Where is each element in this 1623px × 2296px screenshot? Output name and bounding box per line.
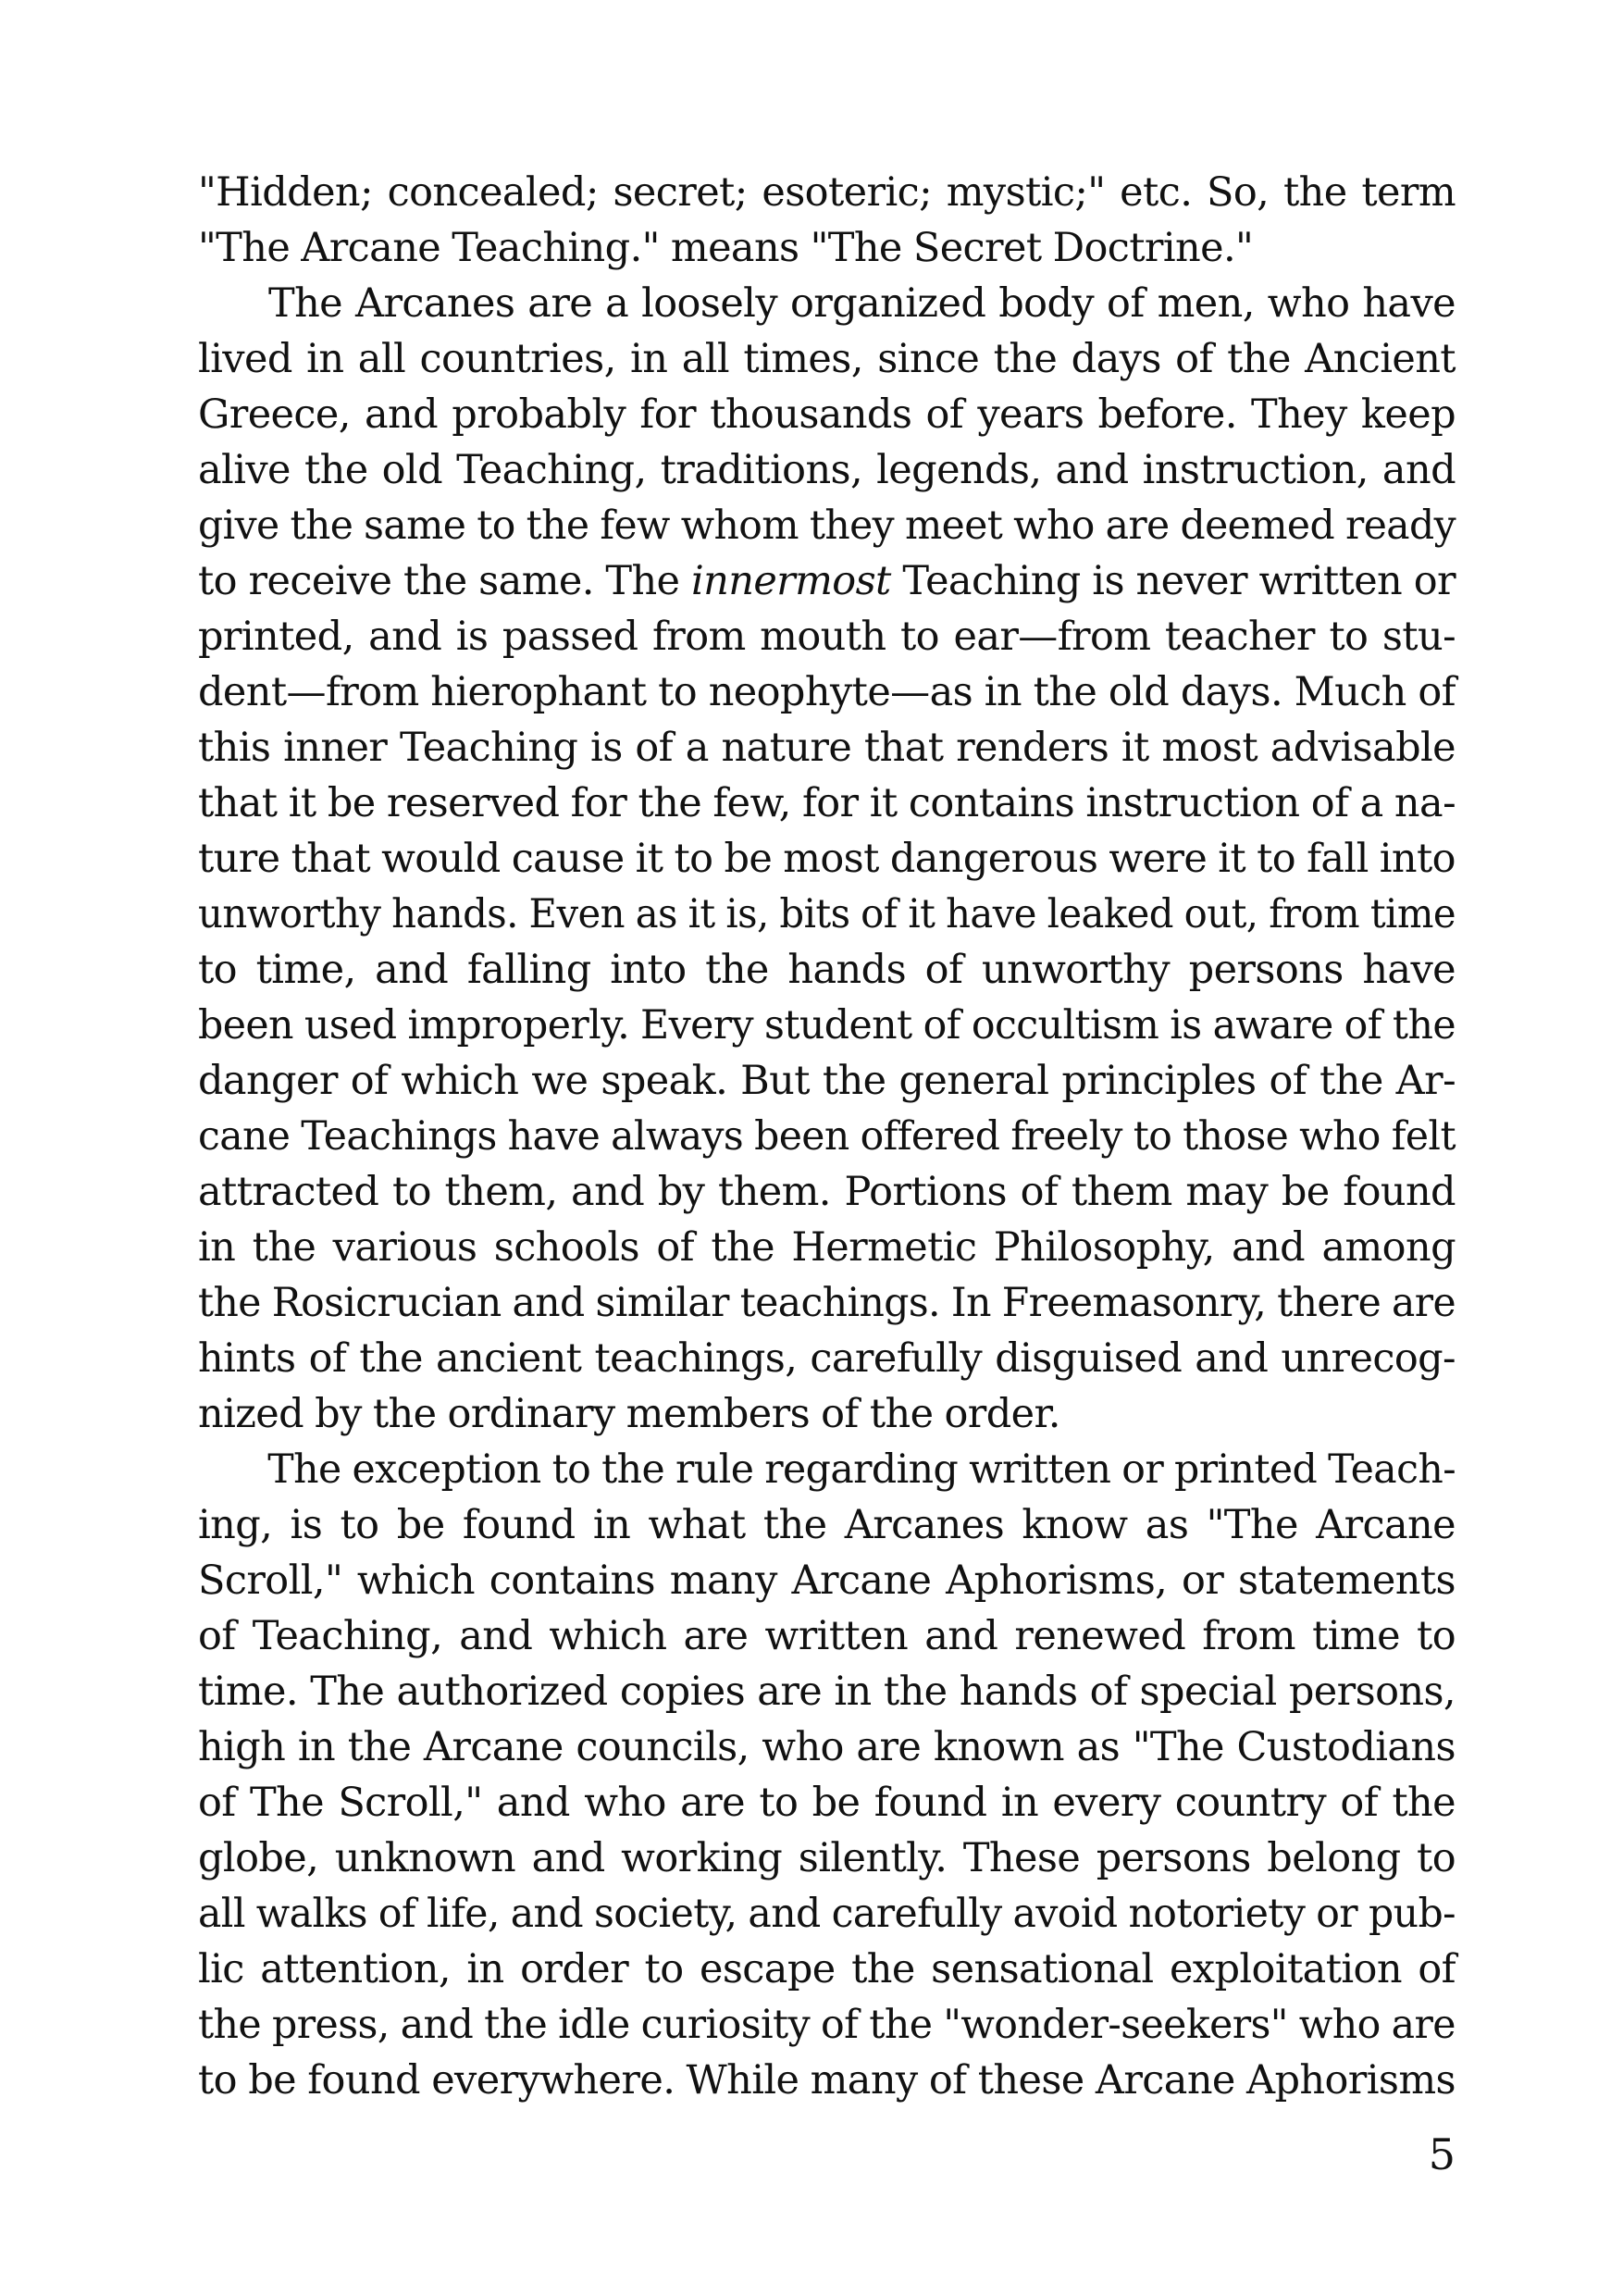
- text-line: all walks of life, and society, and carefully avoid notoriety or pub-: [198, 1891, 1456, 1937]
- text-line: globe, unknown and working silently. These persons belong to: [198, 1835, 1456, 1881]
- text-line: this inner Teaching is of a nature that renders it most advisable: [198, 725, 1456, 771]
- text-line: been used improperly. Every student of occultism is aware of the: [198, 1002, 1456, 1049]
- text-line: unworthy hands. Even as it is, bits of it have leaked out, from time: [198, 891, 1456, 937]
- body-text: [198, 165, 1456, 2108]
- text-line: that it be reserved for the few, for it contains instruction of a na-: [198, 780, 1456, 826]
- text-line: time. The authorized copies are in the hands of special persons,: [198, 1669, 1456, 1715]
- emphasis-innermost: innermost: [690, 558, 891, 604]
- page-number: 5: [1428, 2129, 1456, 2179]
- text-line: Scroll," which contains many Arcane Aphorisms, or statements: [198, 1558, 1456, 1604]
- text-line: of The Scroll," and who are to be found in every country of the: [198, 1780, 1456, 1826]
- text-line: to time, and falling into the hands of unworthy persons have: [198, 947, 1456, 993]
- text-line: ing, is to be found in what the Arcanes know as "The Arcane: [198, 1502, 1456, 1548]
- text-line: high in the Arcane councils, who are known as "The Custodians: [198, 1724, 1456, 1770]
- text-line: give the same to the few whom they meet who are deemed ready: [198, 503, 1456, 549]
- text-line: the Rosicrucian and similar teachings. In Freemasonry, there are: [198, 1280, 1456, 1326]
- text-run: Teaching is never written or: [890, 558, 1456, 604]
- text-line: "The Arcane Teaching." means "The Secret Doctrine.": [198, 225, 1254, 271]
- text-line: the press, and the idle curiosity of the "wonder-seekers" who are: [198, 2002, 1456, 2048]
- text-line: ture that would cause it to be most dangerous were it to fall into: [198, 836, 1456, 882]
- text-line: lic attention, in order to escape the sensational exploitation of: [198, 1946, 1456, 1992]
- text-line: lived in all countries, in all times, since the days of the Ancient: [198, 336, 1456, 382]
- text-line: cane Teachings have always been offered freely to those who felt: [198, 1113, 1456, 1160]
- text-line: [198, 553, 1456, 609]
- text-line: Greece, and probably for thousands of years before. They keep: [198, 391, 1456, 438]
- text-line: in the various schools of the Hermetic Philosophy, and among: [198, 1224, 1456, 1271]
- text-line: "Hidden; concealed; secret; esoteric; mystic;" etc. So, the term: [198, 169, 1456, 216]
- text-line: printed, and is passed from mouth to ear—from teacher to stu-: [198, 614, 1456, 660]
- text-line: of Teaching, and which are written and renewed from time to: [198, 1613, 1456, 1659]
- text-run: to receive the same. The: [198, 558, 691, 604]
- text-line: danger of which we speak. But the general principles of the Ar-: [198, 1058, 1456, 1104]
- text-line: hints of the ancient teachings, carefully disguised and unrecog-: [198, 1335, 1456, 1382]
- text-line: attracted to them, and by them. Portions of them may be found: [198, 1169, 1456, 1215]
- text-line: dent—from hierophant to neophyte—as in the old days. Much of: [198, 669, 1456, 715]
- text-line: alive the old Teaching, traditions, legends, and instruction, and: [198, 447, 1456, 493]
- text-line: to be found everywhere. While many of these Arcane Aphorisms: [198, 2057, 1456, 2104]
- text-line: nized by the ordinary members of the order.: [198, 1391, 1060, 1437]
- paragraph-first-line: The Arcanes are a loosely organized body of men, who have: [268, 280, 1456, 327]
- paragraph-first-line: The exception to the rule regarding written or printed Teach-: [267, 1446, 1456, 1493]
